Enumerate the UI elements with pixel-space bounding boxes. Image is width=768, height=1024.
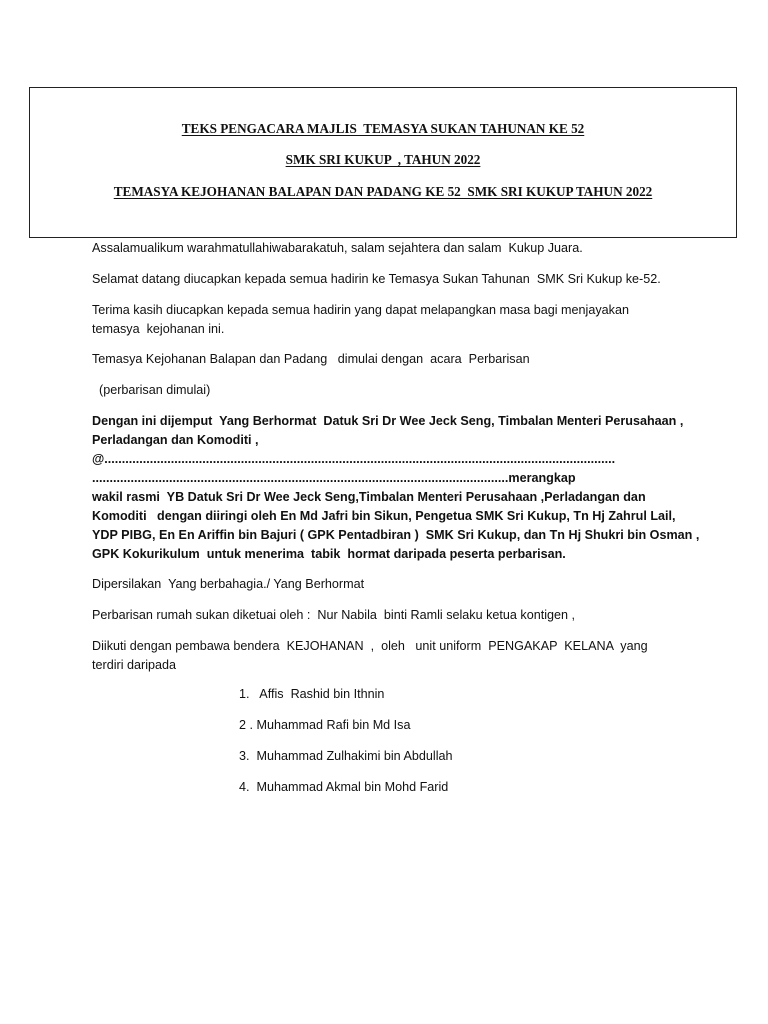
list-item: 3. Muhammad Zulhakimi bin Abdullah — [239, 749, 453, 763]
invitation-line2: Perladangan dan Komoditi , — [92, 433, 259, 447]
parade-note: (perbarisan dimulai) — [92, 383, 211, 397]
document-title: TEKS PENGACARA MAJLIS TEMASYA SUKAN TAHUNAN KE 52 — [181, 121, 585, 136]
school-year-title: SMK SRI KUKUP , TAHUN 2022 — [285, 152, 481, 167]
invitation-call: Dipersilakan Yang berbahagia./ Yang Berhormat — [92, 577, 365, 591]
invitation-line3: wakil rasmi YB Datuk Sri Dr Wee Jeck Seng,Timbalan Menteri Perusahaan ,Perladangan dan — [92, 490, 646, 504]
list-item: 1. Affis Rashid bin Ithnin — [239, 687, 385, 701]
list-item: 2 . Muhammad Rafi bin Md Isa — [239, 718, 411, 732]
list-item: 4. Muhammad Akmal bin Mohd Farid — [239, 780, 449, 794]
flag-bearer-paragraph-line1: Diikuti dengan pembawa bendera KEJOHANAN , oleh unit uniform PENGAKAP KELANA yang — [92, 639, 648, 653]
invitation-line1: Dengan ini dijemput Yang Berhormat Datuk Sri Dr Wee Jeck Seng, Timbalan Menteri Perusahaan , — [92, 414, 684, 428]
invitation-dotted-line2: .......................................................................................................................merangkap — [92, 471, 576, 485]
event-title: TEMASYA KEJOHANAN BALAPAN DAN PADANG KE 52 SMK SRI KUKUP TAHUN 2022 — [113, 184, 653, 199]
event-start-paragraph: Temasya Kejohanan Balapan dan Padang dimulai dengan acara Perbarisan — [92, 352, 530, 366]
invitation-line5: YDP PIBG, En En Ariffin bin Bajuri ( GPK Pentadbiran ) SMK Sri Kukup, dan Tn Hj Shukri bin Osman , — [92, 528, 700, 542]
thanks-paragraph-line2: temasya kejohanan ini. — [92, 322, 225, 336]
welcome-paragraph: Selamat datang diucapkan kepada semua hadirin ke Temasya Sukan Tahunan SMK Sri Kukup ke-52. — [92, 272, 661, 286]
title-box — [29, 87, 737, 238]
invitation-line6: GPK Kokurikulum untuk menerima tabik hormat daripada peserta perbarisan. — [92, 547, 566, 561]
flag-bearer-paragraph-line2: terdiri daripada — [92, 658, 177, 672]
parade-leader-paragraph: Perbarisan rumah sukan diketuai oleh : Nur Nabila binti Ramli selaku ketua kontigen , — [92, 608, 576, 622]
invitation-dotted-line1: @.................................................................................................................................................. — [92, 452, 616, 466]
invitation-line4: Komoditi dengan diiringi oleh En Md Jafri bin Sikun, Pengetua SMK Sri Kukup, Tn Hj Zahrul Lail, — [92, 509, 676, 523]
thanks-paragraph-line1: Terima kasih diucapkan kepada semua hadirin yang dapat melapangkan masa bagi menjayakan — [92, 303, 629, 317]
greeting-paragraph: Assalamualikum warahmatullahiwabarakatuh, salam sejahtera dan salam Kukup Juara. — [92, 241, 583, 255]
